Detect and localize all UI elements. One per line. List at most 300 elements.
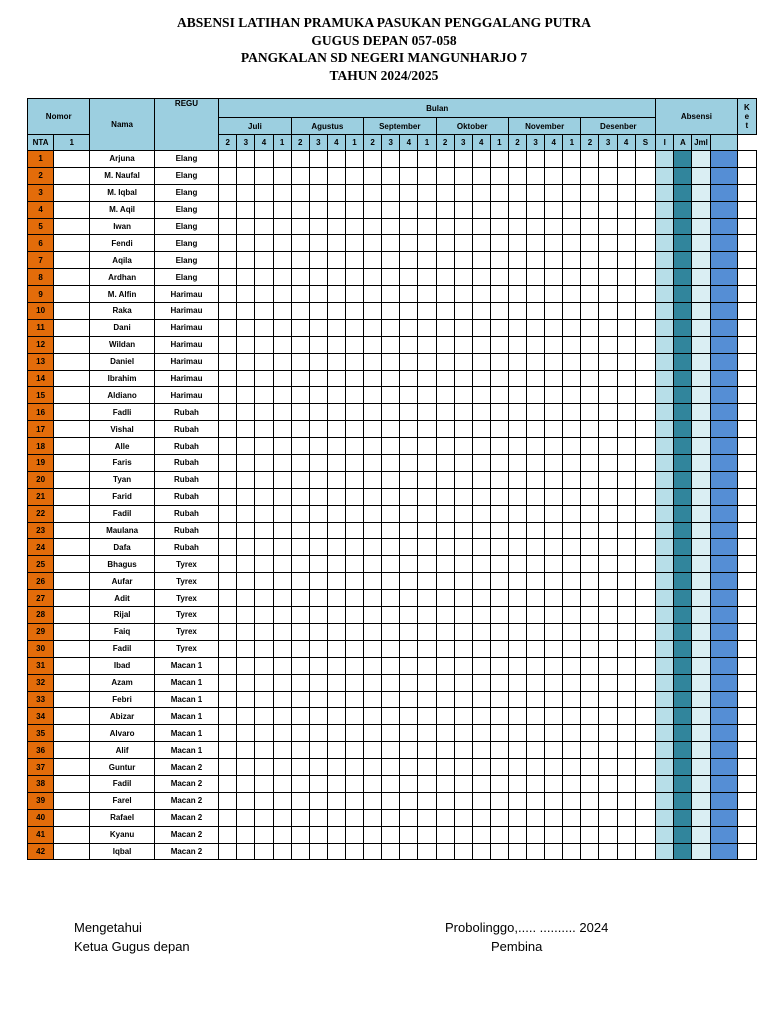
attendance-cell[interactable]: [237, 792, 255, 809]
attendance-cell[interactable]: [400, 607, 418, 624]
nta-cell[interactable]: [54, 201, 90, 218]
absensi-s-cell[interactable]: [656, 505, 674, 522]
absensi-a-cell[interactable]: [692, 421, 710, 438]
attendance-cell[interactable]: [345, 539, 363, 556]
attendance-cell[interactable]: [581, 640, 599, 657]
absensi-jml-cell[interactable]: [710, 759, 737, 776]
attendance-cell[interactable]: [219, 370, 237, 387]
absensi-a-cell[interactable]: [692, 556, 710, 573]
attendance-cell[interactable]: [309, 742, 327, 759]
attendance-cell[interactable]: [345, 471, 363, 488]
attendance-cell[interactable]: [219, 607, 237, 624]
attendance-cell[interactable]: [418, 438, 436, 455]
attendance-cell[interactable]: [635, 590, 655, 607]
absensi-i-cell[interactable]: [674, 269, 692, 286]
nta-cell[interactable]: [54, 809, 90, 826]
attendance-cell[interactable]: [635, 286, 655, 303]
attendance-cell[interactable]: [273, 488, 291, 505]
attendance-cell[interactable]: [454, 184, 472, 201]
attendance-cell[interactable]: [563, 607, 581, 624]
attendance-cell[interactable]: [454, 623, 472, 640]
attendance-cell[interactable]: [400, 623, 418, 640]
attendance-cell[interactable]: [364, 623, 382, 640]
absensi-a-cell[interactable]: [692, 252, 710, 269]
attendance-cell[interactable]: [309, 235, 327, 252]
absensi-s-cell[interactable]: [656, 607, 674, 624]
attendance-cell[interactable]: [291, 488, 309, 505]
attendance-cell[interactable]: [472, 674, 490, 691]
attendance-cell[interactable]: [418, 674, 436, 691]
attendance-cell[interactable]: [219, 826, 237, 843]
attendance-cell[interactable]: [219, 809, 237, 826]
nta-cell[interactable]: [54, 539, 90, 556]
attendance-cell[interactable]: [581, 151, 599, 168]
absensi-a-cell[interactable]: [692, 657, 710, 674]
attendance-cell[interactable]: [599, 539, 617, 556]
attendance-cell[interactable]: [291, 775, 309, 792]
attendance-cell[interactable]: [255, 590, 273, 607]
attendance-cell[interactable]: [219, 708, 237, 725]
attendance-cell[interactable]: [545, 539, 563, 556]
attendance-cell[interactable]: [599, 387, 617, 404]
attendance-cell[interactable]: [327, 759, 345, 776]
attendance-cell[interactable]: [527, 370, 545, 387]
attendance-cell[interactable]: [255, 607, 273, 624]
attendance-cell[interactable]: [418, 218, 436, 235]
nta-cell[interactable]: [54, 522, 90, 539]
absensi-jml-cell[interactable]: [710, 286, 737, 303]
attendance-cell[interactable]: [364, 404, 382, 421]
attendance-cell[interactable]: [563, 573, 581, 590]
attendance-cell[interactable]: [635, 471, 655, 488]
attendance-cell[interactable]: [418, 725, 436, 742]
attendance-cell[interactable]: [273, 640, 291, 657]
attendance-cell[interactable]: [617, 522, 635, 539]
attendance-cell[interactable]: [255, 505, 273, 522]
attendance-cell[interactable]: [563, 708, 581, 725]
attendance-cell[interactable]: [345, 759, 363, 776]
absensi-a-cell[interactable]: [692, 201, 710, 218]
absensi-a-cell[interactable]: [692, 438, 710, 455]
attendance-cell[interactable]: [382, 370, 400, 387]
absensi-jml-cell[interactable]: [710, 725, 737, 742]
attendance-cell[interactable]: [545, 792, 563, 809]
attendance-cell[interactable]: [400, 353, 418, 370]
attendance-cell[interactable]: [545, 691, 563, 708]
attendance-cell[interactable]: [599, 809, 617, 826]
attendance-cell[interactable]: [472, 826, 490, 843]
ket-cell[interactable]: [737, 505, 756, 522]
attendance-cell[interactable]: [327, 657, 345, 674]
attendance-cell[interactable]: [418, 286, 436, 303]
attendance-cell[interactable]: [400, 590, 418, 607]
attendance-cell[interactable]: [454, 708, 472, 725]
nta-cell[interactable]: [54, 404, 90, 421]
attendance-cell[interactable]: [635, 151, 655, 168]
absensi-i-cell[interactable]: [674, 590, 692, 607]
attendance-cell[interactable]: [617, 809, 635, 826]
attendance-cell[interactable]: [309, 708, 327, 725]
attendance-cell[interactable]: [436, 539, 454, 556]
attendance-cell[interactable]: [490, 218, 508, 235]
attendance-cell[interactable]: [382, 438, 400, 455]
absensi-s-cell[interactable]: [656, 286, 674, 303]
attendance-cell[interactable]: [219, 286, 237, 303]
attendance-cell[interactable]: [545, 438, 563, 455]
nta-cell[interactable]: [54, 151, 90, 168]
attendance-cell[interactable]: [527, 471, 545, 488]
attendance-cell[interactable]: [436, 488, 454, 505]
attendance-cell[interactable]: [617, 151, 635, 168]
attendance-cell[interactable]: [563, 438, 581, 455]
attendance-cell[interactable]: [472, 235, 490, 252]
attendance-cell[interactable]: [418, 353, 436, 370]
attendance-cell[interactable]: [273, 218, 291, 235]
attendance-cell[interactable]: [291, 691, 309, 708]
attendance-cell[interactable]: [219, 556, 237, 573]
attendance-cell[interactable]: [563, 421, 581, 438]
attendance-cell[interactable]: [527, 590, 545, 607]
attendance-cell[interactable]: [490, 775, 508, 792]
attendance-cell[interactable]: [508, 708, 526, 725]
attendance-cell[interactable]: [635, 218, 655, 235]
attendance-cell[interactable]: [255, 742, 273, 759]
attendance-cell[interactable]: [436, 438, 454, 455]
attendance-cell[interactable]: [309, 522, 327, 539]
attendance-cell[interactable]: [400, 775, 418, 792]
attendance-cell[interactable]: [617, 184, 635, 201]
attendance-cell[interactable]: [345, 640, 363, 657]
attendance-cell[interactable]: [382, 505, 400, 522]
absensi-jml-cell[interactable]: [710, 421, 737, 438]
attendance-cell[interactable]: [454, 404, 472, 421]
attendance-cell[interactable]: [635, 742, 655, 759]
attendance-cell[interactable]: [490, 809, 508, 826]
attendance-cell[interactable]: [382, 235, 400, 252]
attendance-cell[interactable]: [545, 590, 563, 607]
attendance-cell[interactable]: [508, 843, 526, 860]
attendance-cell[interactable]: [255, 539, 273, 556]
attendance-cell[interactable]: [327, 438, 345, 455]
attendance-cell[interactable]: [273, 353, 291, 370]
attendance-cell[interactable]: [527, 488, 545, 505]
attendance-cell[interactable]: [599, 151, 617, 168]
nta-cell[interactable]: [54, 674, 90, 691]
attendance-cell[interactable]: [599, 336, 617, 353]
absensi-s-cell[interactable]: [656, 151, 674, 168]
attendance-cell[interactable]: [472, 691, 490, 708]
attendance-cell[interactable]: [454, 235, 472, 252]
absensi-s-cell[interactable]: [656, 539, 674, 556]
ket-cell[interactable]: [737, 167, 756, 184]
attendance-cell[interactable]: [527, 826, 545, 843]
absensi-a-cell[interactable]: [692, 303, 710, 320]
nta-cell[interactable]: [54, 235, 90, 252]
attendance-cell[interactable]: [273, 404, 291, 421]
absensi-a-cell[interactable]: [692, 573, 710, 590]
attendance-cell[interactable]: [327, 522, 345, 539]
attendance-cell[interactable]: [291, 218, 309, 235]
attendance-cell[interactable]: [617, 488, 635, 505]
attendance-cell[interactable]: [635, 455, 655, 472]
attendance-cell[interactable]: [255, 370, 273, 387]
attendance-cell[interactable]: [291, 438, 309, 455]
attendance-cell[interactable]: [237, 573, 255, 590]
attendance-cell[interactable]: [436, 640, 454, 657]
attendance-cell[interactable]: [472, 522, 490, 539]
absensi-i-cell[interactable]: [674, 708, 692, 725]
attendance-cell[interactable]: [255, 488, 273, 505]
attendance-cell[interactable]: [400, 522, 418, 539]
attendance-cell[interactable]: [490, 742, 508, 759]
attendance-cell[interactable]: [345, 438, 363, 455]
attendance-cell[interactable]: [400, 455, 418, 472]
absensi-jml-cell[interactable]: [710, 742, 737, 759]
attendance-cell[interactable]: [436, 725, 454, 742]
attendance-cell[interactable]: [490, 792, 508, 809]
attendance-cell[interactable]: [382, 522, 400, 539]
attendance-cell[interactable]: [400, 167, 418, 184]
absensi-i-cell[interactable]: [674, 725, 692, 742]
absensi-i-cell[interactable]: [674, 488, 692, 505]
attendance-cell[interactable]: [364, 792, 382, 809]
attendance-cell[interactable]: [364, 235, 382, 252]
absensi-s-cell[interactable]: [656, 691, 674, 708]
attendance-cell[interactable]: [599, 252, 617, 269]
nta-cell[interactable]: [54, 623, 90, 640]
absensi-s-cell[interactable]: [656, 640, 674, 657]
attendance-cell[interactable]: [255, 319, 273, 336]
attendance-cell[interactable]: [400, 792, 418, 809]
absensi-s-cell[interactable]: [656, 809, 674, 826]
attendance-cell[interactable]: [327, 167, 345, 184]
attendance-cell[interactable]: [237, 387, 255, 404]
attendance-cell[interactable]: [291, 505, 309, 522]
attendance-cell[interactable]: [309, 438, 327, 455]
attendance-cell[interactable]: [454, 674, 472, 691]
attendance-cell[interactable]: [490, 184, 508, 201]
attendance-cell[interactable]: [255, 353, 273, 370]
attendance-cell[interactable]: [273, 759, 291, 776]
attendance-cell[interactable]: [635, 269, 655, 286]
attendance-cell[interactable]: [635, 640, 655, 657]
attendance-cell[interactable]: [490, 505, 508, 522]
attendance-cell[interactable]: [635, 505, 655, 522]
attendance-cell[interactable]: [527, 286, 545, 303]
attendance-cell[interactable]: [545, 775, 563, 792]
attendance-cell[interactable]: [545, 640, 563, 657]
attendance-cell[interactable]: [545, 336, 563, 353]
attendance-cell[interactable]: [581, 792, 599, 809]
absensi-jml-cell[interactable]: [710, 505, 737, 522]
attendance-cell[interactable]: [219, 792, 237, 809]
attendance-cell[interactable]: [508, 488, 526, 505]
attendance-cell[interactable]: [490, 573, 508, 590]
attendance-cell[interactable]: [255, 674, 273, 691]
attendance-cell[interactable]: [237, 556, 255, 573]
ket-cell[interactable]: [737, 674, 756, 691]
attendance-cell[interactable]: [527, 725, 545, 742]
ket-cell[interactable]: [737, 421, 756, 438]
attendance-cell[interactable]: [635, 522, 655, 539]
attendance-cell[interactable]: [545, 505, 563, 522]
attendance-cell[interactable]: [545, 353, 563, 370]
attendance-cell[interactable]: [364, 674, 382, 691]
attendance-cell[interactable]: [364, 303, 382, 320]
attendance-cell[interactable]: [255, 336, 273, 353]
attendance-cell[interactable]: [599, 708, 617, 725]
attendance-cell[interactable]: [436, 286, 454, 303]
absensi-s-cell[interactable]: [656, 252, 674, 269]
absensi-jml-cell[interactable]: [710, 623, 737, 640]
attendance-cell[interactable]: [527, 201, 545, 218]
ket-cell[interactable]: [737, 657, 756, 674]
attendance-cell[interactable]: [617, 657, 635, 674]
ket-cell[interactable]: [737, 438, 756, 455]
attendance-cell[interactable]: [527, 539, 545, 556]
attendance-cell[interactable]: [563, 556, 581, 573]
attendance-cell[interactable]: [273, 792, 291, 809]
attendance-cell[interactable]: [436, 742, 454, 759]
attendance-cell[interactable]: [617, 826, 635, 843]
attendance-cell[interactable]: [508, 201, 526, 218]
attendance-cell[interactable]: [309, 184, 327, 201]
attendance-cell[interactable]: [581, 387, 599, 404]
attendance-cell[interactable]: [490, 826, 508, 843]
attendance-cell[interactable]: [635, 759, 655, 776]
nta-cell[interactable]: [54, 826, 90, 843]
attendance-cell[interactable]: [563, 792, 581, 809]
attendance-cell[interactable]: [364, 438, 382, 455]
absensi-a-cell[interactable]: [692, 640, 710, 657]
attendance-cell[interactable]: [291, 421, 309, 438]
attendance-cell[interactable]: [309, 539, 327, 556]
attendance-cell[interactable]: [382, 691, 400, 708]
attendance-cell[interactable]: [237, 218, 255, 235]
ket-cell[interactable]: [737, 455, 756, 472]
absensi-jml-cell[interactable]: [710, 522, 737, 539]
attendance-cell[interactable]: [490, 640, 508, 657]
attendance-cell[interactable]: [219, 303, 237, 320]
attendance-cell[interactable]: [599, 590, 617, 607]
attendance-cell[interactable]: [364, 218, 382, 235]
attendance-cell[interactable]: [327, 573, 345, 590]
attendance-cell[interactable]: [345, 725, 363, 742]
attendance-cell[interactable]: [327, 421, 345, 438]
attendance-cell[interactable]: [291, 184, 309, 201]
attendance-cell[interactable]: [599, 607, 617, 624]
attendance-cell[interactable]: [508, 607, 526, 624]
attendance-cell[interactable]: [508, 759, 526, 776]
attendance-cell[interactable]: [291, 725, 309, 742]
absensi-jml-cell[interactable]: [710, 657, 737, 674]
attendance-cell[interactable]: [617, 640, 635, 657]
nta-cell[interactable]: [54, 556, 90, 573]
attendance-cell[interactable]: [454, 201, 472, 218]
attendance-cell[interactable]: [617, 759, 635, 776]
attendance-cell[interactable]: [436, 505, 454, 522]
nta-cell[interactable]: [54, 590, 90, 607]
attendance-cell[interactable]: [309, 319, 327, 336]
attendance-cell[interactable]: [472, 809, 490, 826]
attendance-cell[interactable]: [418, 235, 436, 252]
attendance-cell[interactable]: [237, 269, 255, 286]
nta-cell[interactable]: [54, 387, 90, 404]
attendance-cell[interactable]: [291, 387, 309, 404]
attendance-cell[interactable]: [635, 607, 655, 624]
attendance-cell[interactable]: [490, 252, 508, 269]
absensi-s-cell[interactable]: [656, 370, 674, 387]
attendance-cell[interactable]: [382, 607, 400, 624]
ket-cell[interactable]: [737, 218, 756, 235]
attendance-cell[interactable]: [436, 252, 454, 269]
attendance-cell[interactable]: [508, 438, 526, 455]
attendance-cell[interactable]: [635, 691, 655, 708]
attendance-cell[interactable]: [490, 674, 508, 691]
attendance-cell[interactable]: [418, 370, 436, 387]
absensi-a-cell[interactable]: [692, 809, 710, 826]
attendance-cell[interactable]: [563, 286, 581, 303]
attendance-cell[interactable]: [345, 319, 363, 336]
attendance-cell[interactable]: [545, 607, 563, 624]
attendance-cell[interactable]: [273, 708, 291, 725]
attendance-cell[interactable]: [345, 269, 363, 286]
attendance-cell[interactable]: [490, 657, 508, 674]
attendance-cell[interactable]: [635, 623, 655, 640]
attendance-cell[interactable]: [327, 269, 345, 286]
attendance-cell[interactable]: [291, 201, 309, 218]
attendance-cell[interactable]: [599, 488, 617, 505]
attendance-cell[interactable]: [309, 218, 327, 235]
attendance-cell[interactable]: [255, 843, 273, 860]
attendance-cell[interactable]: [418, 201, 436, 218]
attendance-cell[interactable]: [635, 725, 655, 742]
attendance-cell[interactable]: [563, 252, 581, 269]
attendance-cell[interactable]: [527, 319, 545, 336]
attendance-cell[interactable]: [237, 725, 255, 742]
attendance-cell[interactable]: [527, 809, 545, 826]
nta-cell[interactable]: [54, 607, 90, 624]
attendance-cell[interactable]: [508, 809, 526, 826]
attendance-cell[interactable]: [382, 404, 400, 421]
attendance-cell[interactable]: [617, 336, 635, 353]
attendance-cell[interactable]: [508, 792, 526, 809]
attendance-cell[interactable]: [490, 438, 508, 455]
attendance-cell[interactable]: [291, 404, 309, 421]
attendance-cell[interactable]: [599, 471, 617, 488]
attendance-cell[interactable]: [237, 708, 255, 725]
absensi-i-cell[interactable]: [674, 201, 692, 218]
attendance-cell[interactable]: [527, 404, 545, 421]
attendance-cell[interactable]: [472, 742, 490, 759]
attendance-cell[interactable]: [454, 843, 472, 860]
absensi-s-cell[interactable]: [656, 742, 674, 759]
attendance-cell[interactable]: [527, 421, 545, 438]
attendance-cell[interactable]: [436, 455, 454, 472]
attendance-cell[interactable]: [454, 336, 472, 353]
attendance-cell[interactable]: [508, 691, 526, 708]
attendance-cell[interactable]: [364, 455, 382, 472]
attendance-cell[interactable]: [364, 590, 382, 607]
attendance-cell[interactable]: [345, 353, 363, 370]
attendance-cell[interactable]: [382, 488, 400, 505]
attendance-cell[interactable]: [545, 404, 563, 421]
attendance-cell[interactable]: [436, 691, 454, 708]
attendance-cell[interactable]: [382, 573, 400, 590]
ket-cell[interactable]: [737, 404, 756, 421]
nta-cell[interactable]: [54, 775, 90, 792]
absensi-a-cell[interactable]: [692, 471, 710, 488]
